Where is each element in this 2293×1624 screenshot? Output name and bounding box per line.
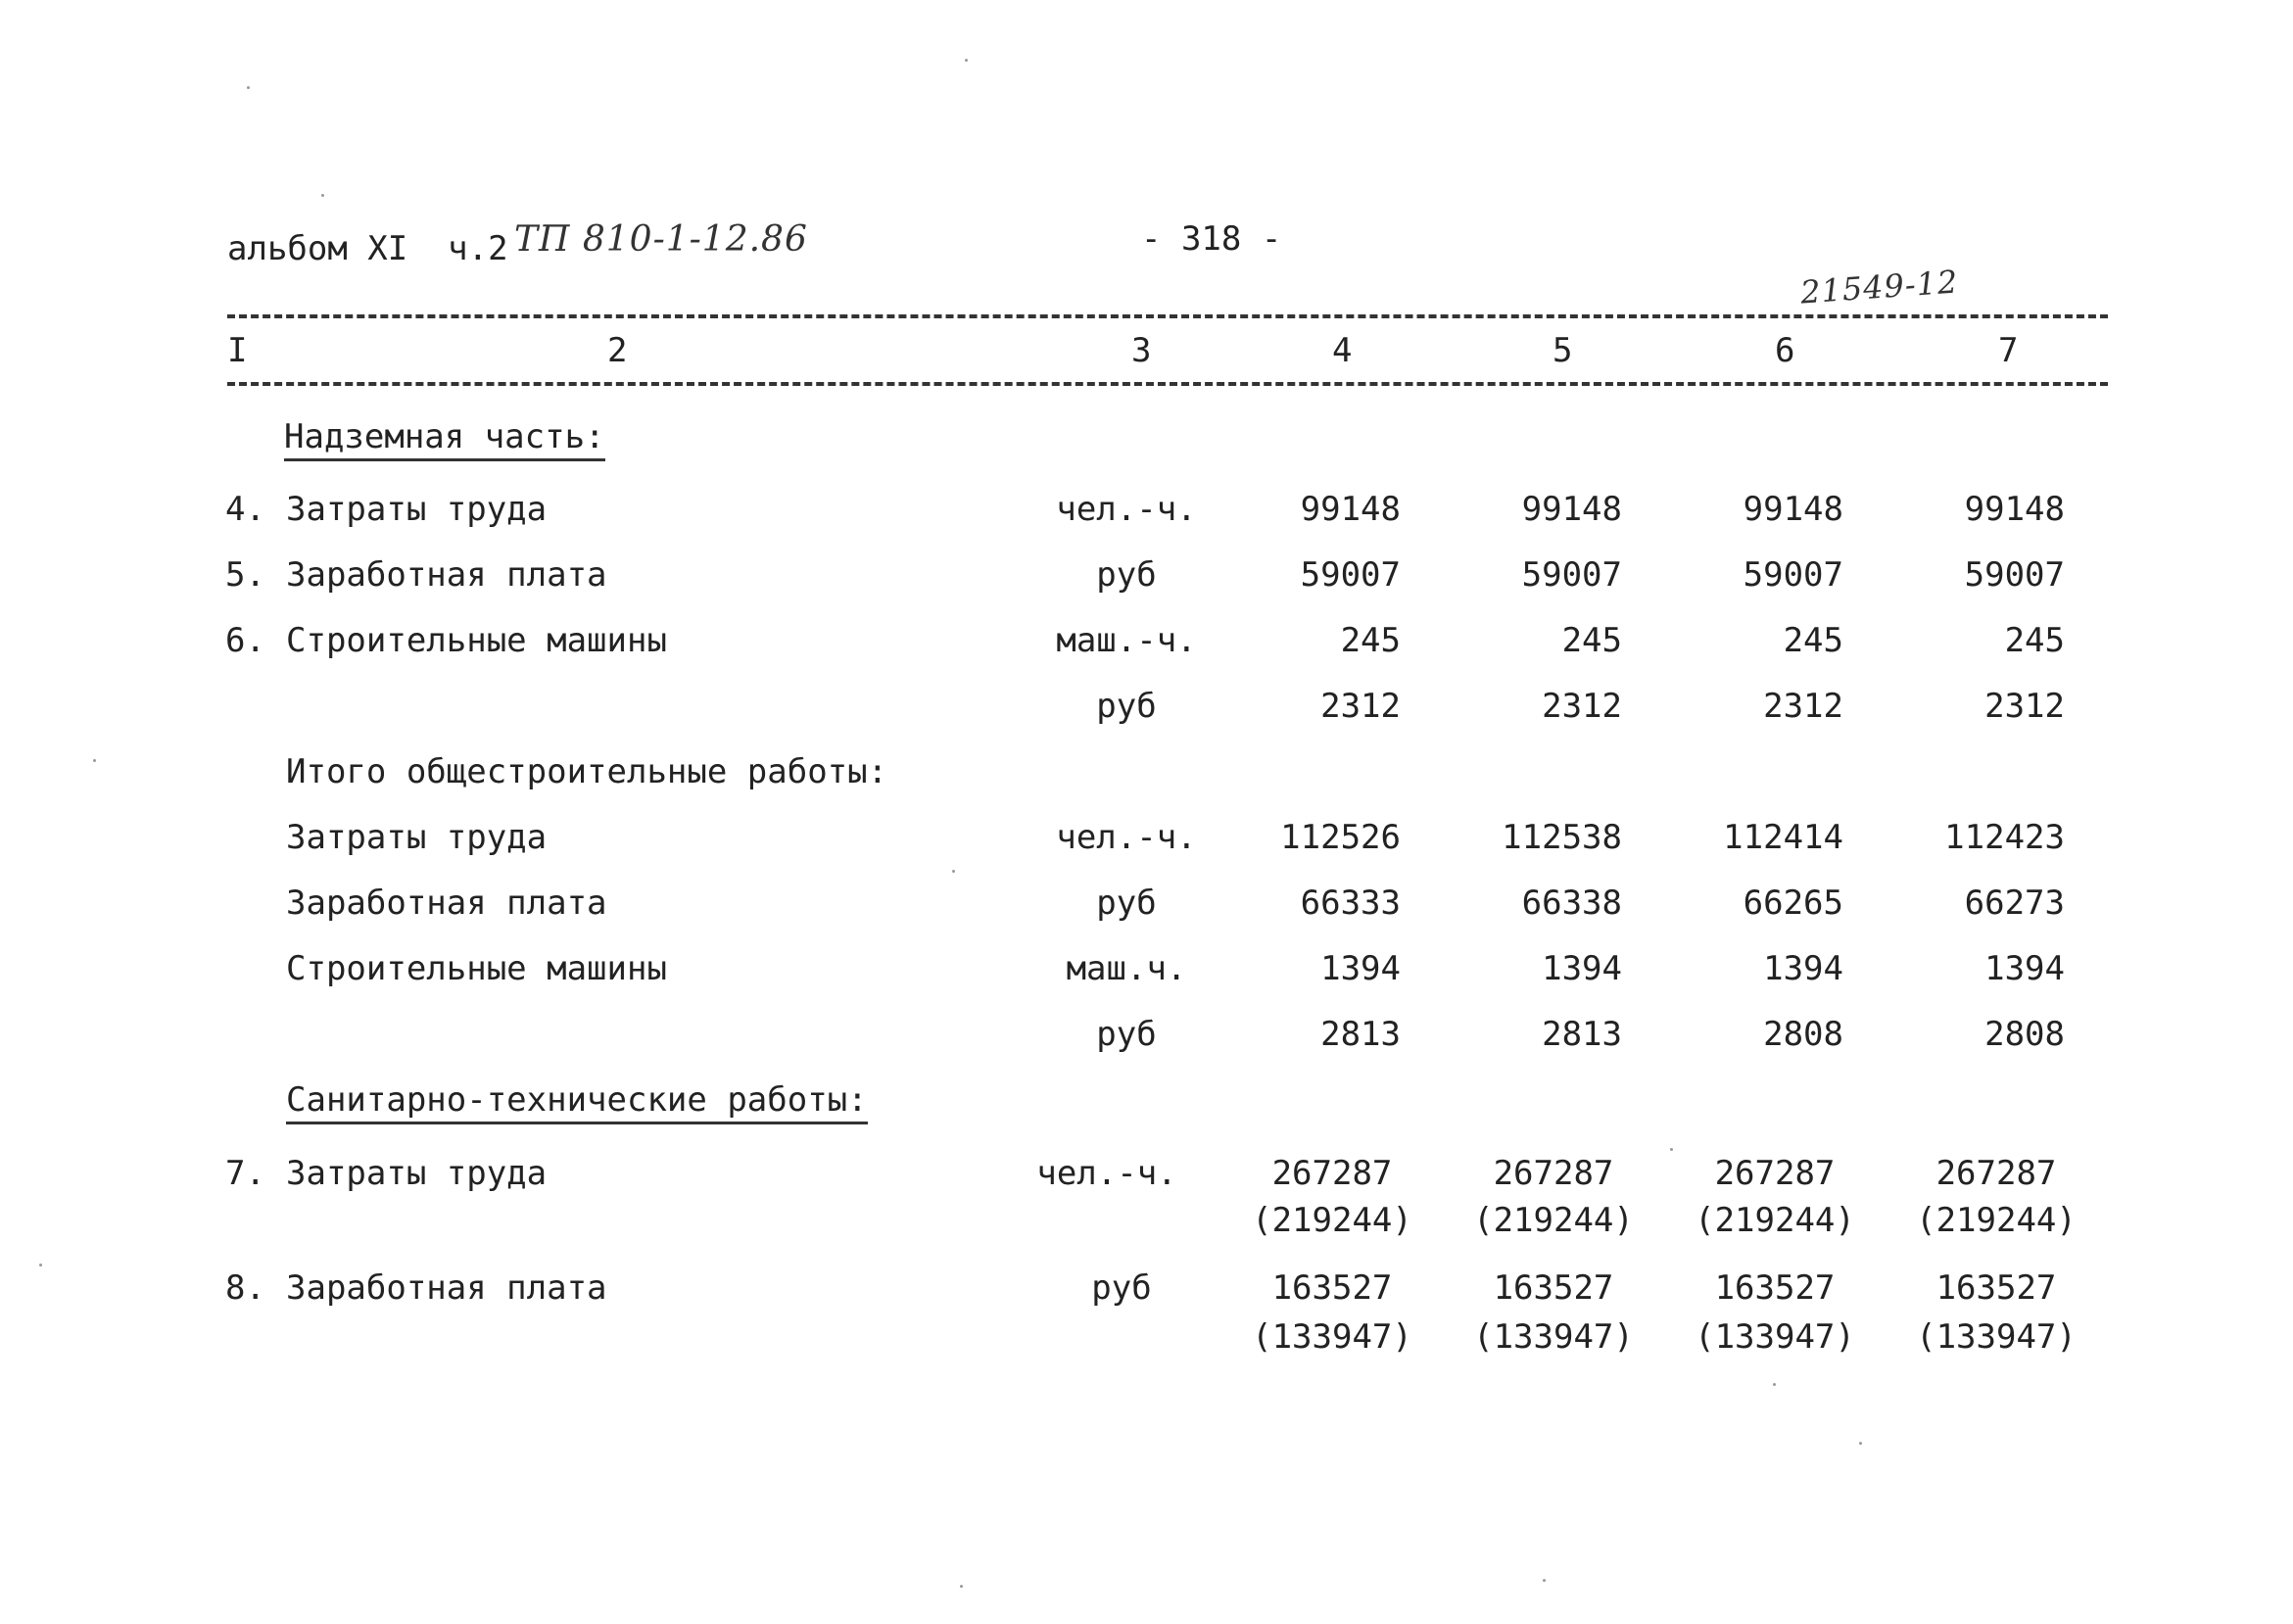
value-col5: 112538: [1502, 818, 1622, 857]
value-col4: 2312: [1320, 687, 1401, 726]
value-col4: 163527: [1271, 1268, 1393, 1308]
value-col6: 112414: [1723, 818, 1843, 857]
row-number: 5.: [225, 555, 265, 595]
header-rule-top: [227, 314, 2108, 318]
row-unit: руб: [1096, 687, 1157, 726]
value-col6: 1394: [1763, 949, 1843, 988]
scan-speck: [1773, 1383, 1776, 1386]
row-name: Затраты труда: [286, 1154, 548, 1193]
scan-speck: [965, 59, 968, 62]
value-col6: 245: [1783, 621, 1843, 660]
value-col4-paren: (219244): [1252, 1201, 1412, 1240]
value-col4: 245: [1340, 621, 1401, 660]
handwritten-code: ТП 810-1-12.86: [514, 219, 808, 260]
value-col6: 66265: [1743, 884, 1843, 923]
scan-speck: [960, 1585, 963, 1588]
value-col7: 59007: [1964, 555, 2065, 595]
value-col6: 267287: [1714, 1154, 1836, 1193]
value-col7: 2312: [1984, 687, 2065, 726]
row-name: Заработная плата: [286, 884, 607, 923]
row-unit: руб: [1096, 555, 1157, 595]
value-col6-paren: (133947): [1695, 1317, 1855, 1357]
handwritten-ref: 21549-12: [1798, 263, 1960, 311]
scan-speck: [247, 86, 250, 89]
row-name: Заработная плата: [286, 555, 607, 595]
value-col5: 66338: [1521, 884, 1622, 923]
value-col5: 245: [1561, 621, 1622, 660]
value-col7: 66273: [1964, 884, 2065, 923]
value-col5-paren: (133947): [1473, 1317, 1634, 1357]
value-col7-paren: (133947): [1916, 1317, 2077, 1357]
value-col5: 2312: [1542, 687, 1622, 726]
row-unit: маш.-ч.: [1056, 621, 1197, 660]
col-header-6: 6: [1775, 331, 1795, 370]
scan-speck: [321, 194, 324, 197]
value-col5: 1394: [1542, 949, 1622, 988]
scan-speck: [1859, 1442, 1862, 1445]
row-unit: чел.-ч.: [1036, 1154, 1177, 1193]
row-unit: руб: [1091, 1268, 1152, 1308]
row-number: 4.: [225, 490, 265, 529]
value-col5: 163527: [1493, 1268, 1614, 1308]
value-col6: 163527: [1714, 1268, 1836, 1308]
value-col6: 99148: [1743, 490, 1843, 529]
section-above-ground: Надземная часть:: [284, 417, 605, 461]
section-total-general: Итого общестроительные работы:: [286, 752, 888, 791]
value-col7: 2808: [1984, 1015, 2065, 1054]
value-col5-paren: (219244): [1473, 1201, 1634, 1240]
row-number: 8.: [225, 1268, 265, 1308]
scan-speck: [952, 870, 955, 873]
col-header-5: 5: [1553, 331, 1573, 370]
section-heading: [286, 1080, 868, 1120]
value-col6: 59007: [1743, 555, 1843, 595]
row-unit: чел.-ч.: [1056, 818, 1197, 857]
value-col7: 245: [2004, 621, 2065, 660]
album-label: альбом XI ч.2: [227, 229, 508, 268]
section-heading: [284, 417, 605, 456]
row-number: 7.: [225, 1154, 265, 1193]
value-col4: 2813: [1320, 1015, 1401, 1054]
value-col6: 2808: [1763, 1015, 1843, 1054]
row-name: Затраты труда: [286, 490, 548, 529]
row-name: Строительные машины: [286, 949, 667, 988]
value-col5: 267287: [1493, 1154, 1614, 1193]
value-col4: 267287: [1271, 1154, 1393, 1193]
value-col4: 59007: [1300, 555, 1401, 595]
row-number: 6.: [225, 621, 265, 660]
col-header-7: 7: [1998, 331, 2019, 370]
scan-speck: [1543, 1579, 1546, 1582]
value-col4: 99148: [1300, 490, 1401, 529]
col-header-4: 4: [1332, 331, 1353, 370]
page-number: - 318 -: [1141, 219, 1282, 259]
value-col7: 1394: [1984, 949, 2065, 988]
value-col4: 1394: [1320, 949, 1401, 988]
value-col7: 163527: [1935, 1268, 2057, 1308]
value-col5: 99148: [1521, 490, 1622, 529]
value-col7: 99148: [1964, 490, 2065, 529]
scan-speck: [1670, 1148, 1673, 1151]
col-header-1: I: [227, 331, 248, 370]
value-col6-paren: (219244): [1695, 1201, 1855, 1240]
value-col4-paren: (133947): [1252, 1317, 1412, 1357]
row-unit: маш.ч.: [1066, 949, 1187, 988]
value-col4: 66333: [1300, 884, 1401, 923]
scan-speck: [39, 1264, 42, 1266]
row-unit: руб: [1096, 884, 1157, 923]
value-col5: 59007: [1521, 555, 1622, 595]
value-col7-paren: (219244): [1916, 1201, 2077, 1240]
row-name: Затраты труда: [286, 818, 548, 857]
col-header-3: 3: [1131, 331, 1152, 370]
value-col7: 267287: [1935, 1154, 2057, 1193]
value-col5: 2813: [1542, 1015, 1622, 1054]
row-name: Заработная плата: [286, 1268, 607, 1308]
section-sanitary: Санитарно-технические работы:: [286, 1080, 868, 1124]
row-unit: руб: [1096, 1015, 1157, 1054]
value-col6: 2312: [1763, 687, 1843, 726]
value-col4: 112526: [1280, 818, 1401, 857]
scan-speck: [93, 759, 96, 762]
row-unit: чел.-ч.: [1056, 490, 1197, 529]
value-col7: 112423: [1944, 818, 2065, 857]
row-name: Строительные машины: [286, 621, 667, 660]
col-header-2: 2: [607, 331, 628, 370]
header-rule-bottom: [227, 382, 2108, 386]
